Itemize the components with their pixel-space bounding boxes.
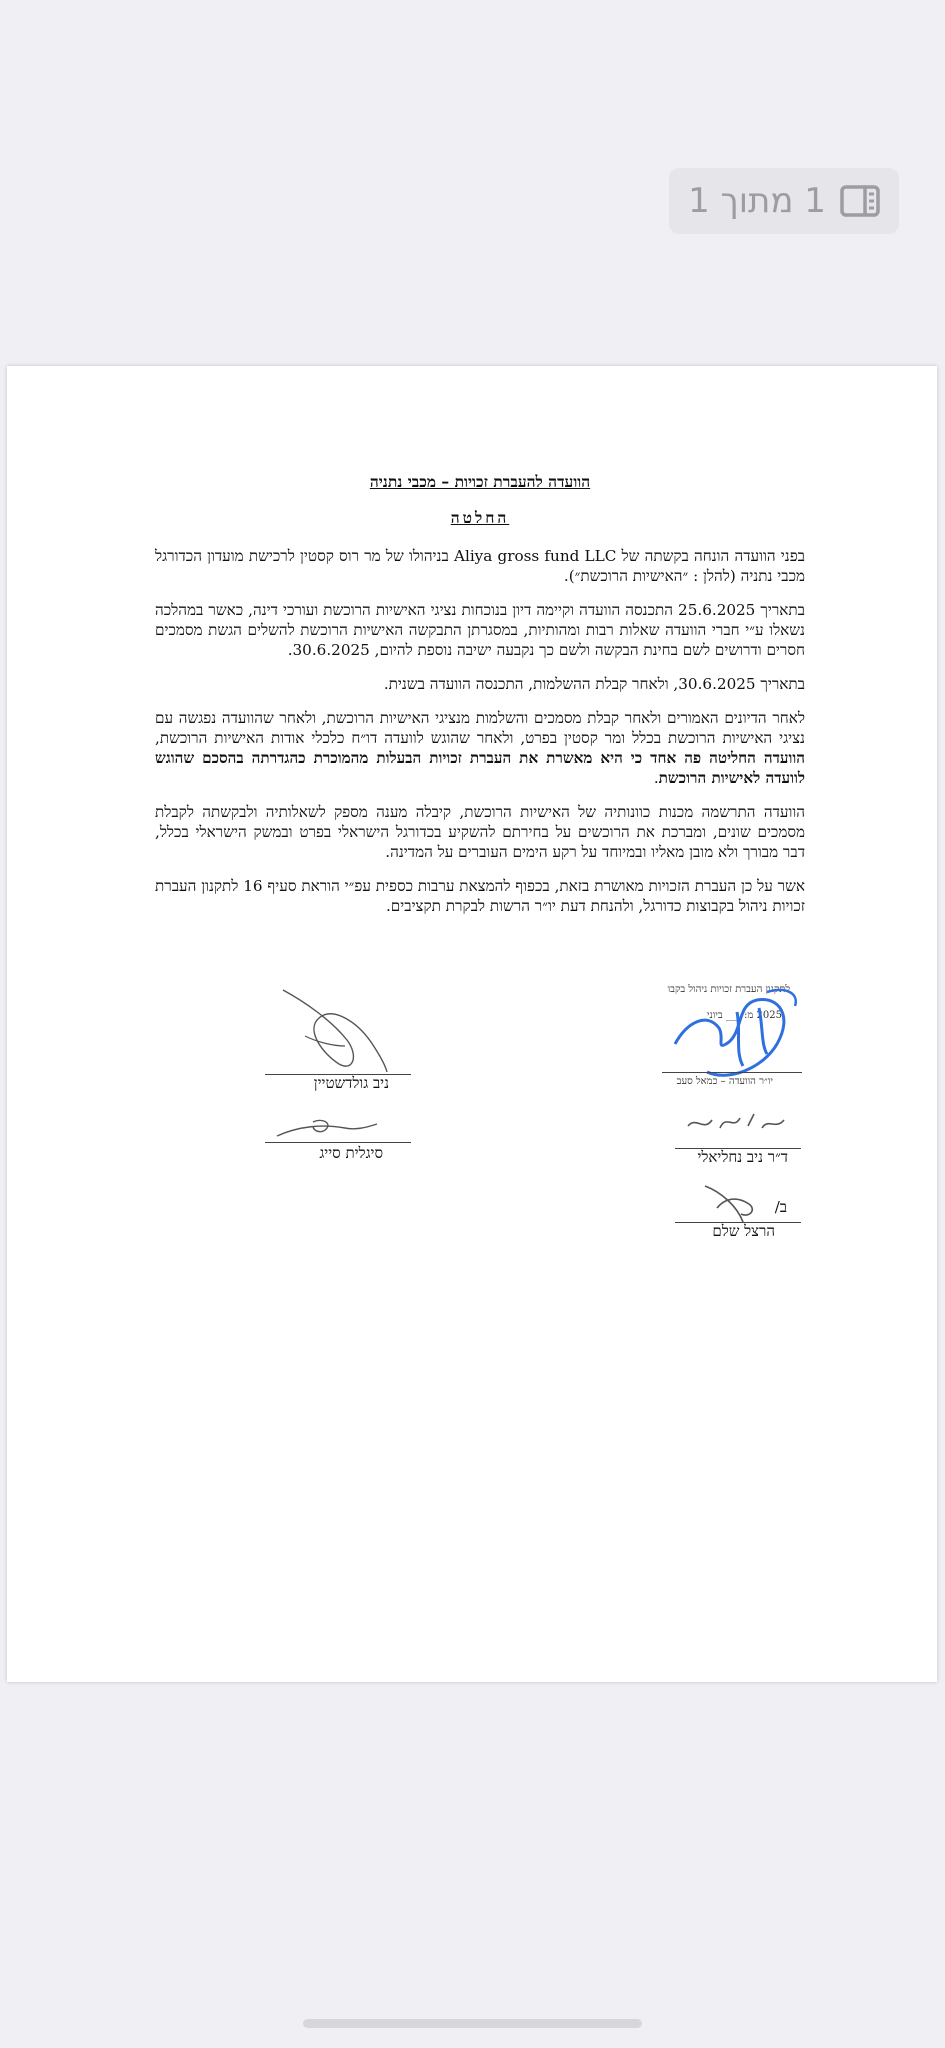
member-3-signature <box>682 1108 792 1138</box>
paragraph-first-meeting: בתאריך 25.6.2025 התכנסה הוועדה וקיימה דיון בנוכחות נציגי האישיות הרוכשת ועורכי דינה, כאשר במהלכה נשאלו ע״י חברי הוועדה שאלות רבות ומהותיות, במסגרתן התבקשה האישיות הרוכשת להשלים הגשת מסמכים חסרים ודרושים לשם בחינת הבקשה ולשם כך נקבעה ישיבה נוספת להיום, 30.6.2025. <box>155 601 805 659</box>
member-4-signature <box>697 1178 767 1228</box>
sidebar-pages-icon <box>840 185 880 217</box>
member-1-signature <box>275 986 395 1076</box>
b-mark: ב/ <box>774 1198 787 1216</box>
paragraph-second-meeting: בתאריך 30.6.2025, ולאחר קבלת ההשלמות, התכנסה הוועדה בשנית. <box>383 675 805 693</box>
page-indicator[interactable] <box>669 168 899 234</box>
member-2-signature-line <box>265 1142 411 1143</box>
paragraph-conclusion: אשר על כן העברת הזכויות מאושרת בזאת, בכפוף להמצאת ערבות כספית עפ״י הוראת סעיף 16 לתקנון העברת זכויות ניהול בקבוצות כדורגל, ולהנחת דעת יו״ר הרשות לבקרת תקציבים. <box>155 877 805 915</box>
paragraph-request <box>155 546 805 586</box>
home-indicator[interactable] <box>303 2019 642 2028</box>
document-body <box>155 472 805 930</box>
date-text: 2025 מ: ___ ביוני <box>706 1010 782 1021</box>
paragraph-impression: הוועדה התרשמה מכנות כוונותיה של האישיות הרוכשת, קיבלה מענה מספק לשאלותיה ולבקשתה לקבלת מסמכים שונים, ומברכת את הרוכשים על בחירתם להשקיע בכדורגל הישראלי בפרט ובמשק הישראלי בכלל, דבר מבורך ולא מובן מאליו ובמיוחד על רקע הימים העוברים על המדינה. <box>155 803 805 861</box>
stamp-text: לתקנון העברת זכויות ניהול בקבו <box>667 984 790 995</box>
p1-before: בפני הוועדה הונחה בקשתה של <box>616 547 805 565</box>
company-name: Aliya gross fund LLC <box>454 547 617 565</box>
paragraph-decision <box>155 708 805 788</box>
page-indicator-label: 1 מתוך 1 <box>688 181 826 221</box>
chair-signature-line <box>662 1072 802 1073</box>
document-page[interactable] <box>7 366 937 1682</box>
member-2-name: סיגלית סייג <box>319 1144 383 1162</box>
p4-end: . <box>653 769 659 787</box>
member-4-name: הרצל שלם <box>712 1222 775 1240</box>
member-2-signature <box>273 1114 393 1142</box>
document-subtitle: החלטה <box>450 508 510 527</box>
member-3-name: ד״ר ניב נחליאלי <box>697 1148 788 1166</box>
p4-bold: הוועדה החליטה פה אחד כי היא מאשרת את העברת זכויות הבעלות מהמוכרת כהגדרתה בהסכם שהוגש לוועדה לאישיות הרוכשת <box>155 749 805 787</box>
chair-role: יו״ר הוועדה – כמאל סעב <box>676 1076 773 1087</box>
p4-normal: לאחר הדיונים האמורים ולאחר קבלת מסמכים והשלמות מנציגי האישיות הרוכשת, ולאחר שהוועדה נפגשה עם נציגי האישיות הרוכשת בכלל ומר קסטין בפרט, ולאחר שהוגש לוועדה דו״ח כלכלי אודות האישיות הרוכשת, <box>155 709 805 747</box>
p1-after: בניהולו של מר רוס קסטין לרכישת מועדון הכדורגל מכבי נתניה (להלן : ״האישיות הרוכשת״). <box>155 547 805 585</box>
document-title: הוועדה להעברת זכויות – מכבי נתניה <box>369 472 591 491</box>
member-1-name: ניב גולדשטיין <box>313 1074 389 1092</box>
